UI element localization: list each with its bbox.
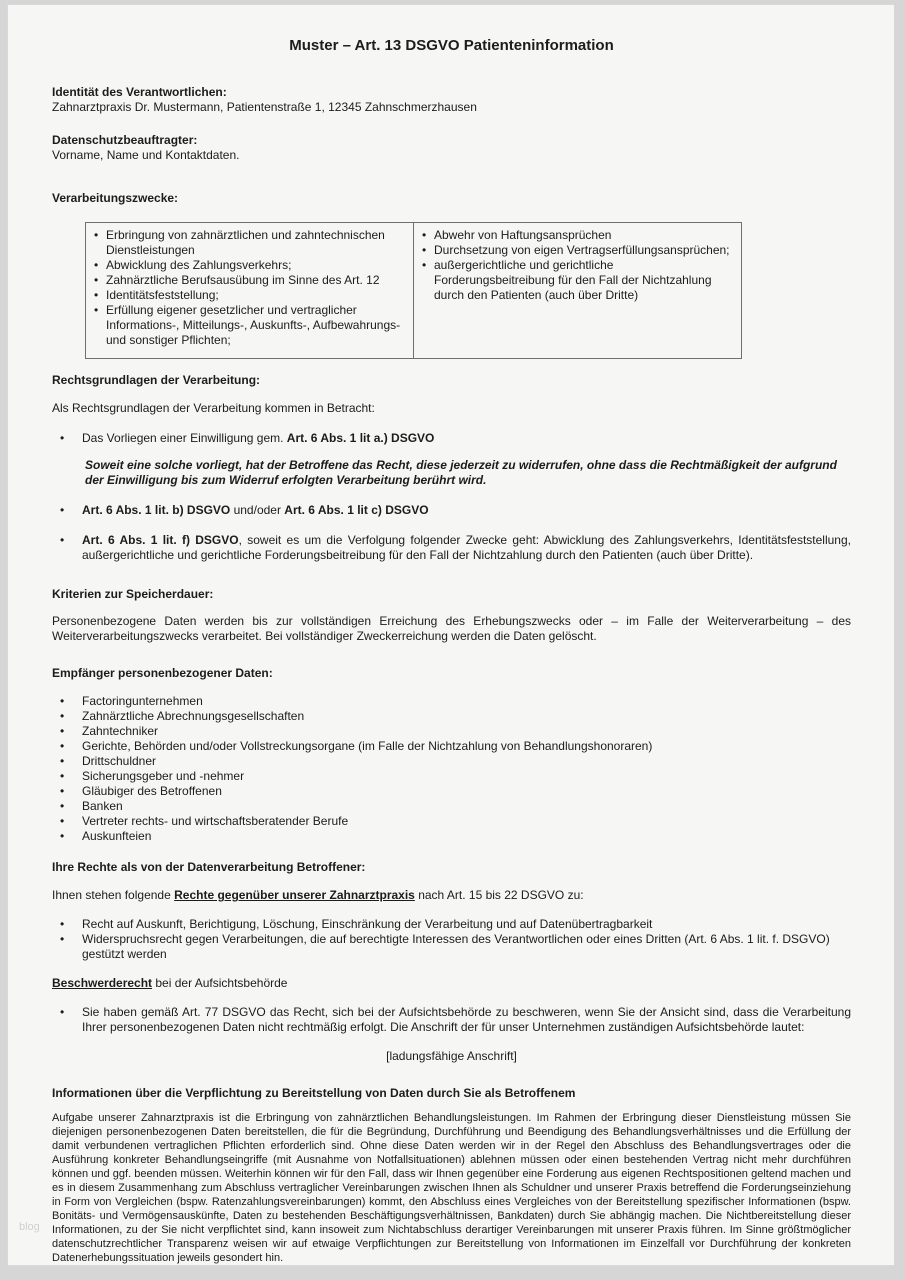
list-item: • Gerichte, Behörden und/oder Vollstreckungsorgane (im Falle der Nichtzahlung von Behandlungshonoraren) bbox=[52, 739, 851, 754]
dpo-body: Vorname, Name und Kontaktdaten. bbox=[52, 148, 240, 162]
purposes-table bbox=[85, 222, 742, 359]
complaint-bullet-list bbox=[52, 1005, 851, 1035]
list-item: • Recht auf Auskunft, Berichtigung, Löschung, Einschränkung der Verarbeitung und auf Datenübertragbarkeit bbox=[52, 917, 851, 932]
list-item bbox=[52, 503, 851, 518]
list-item: • Durchsetzung von eigen Vertragserfüllungsansprüchen; bbox=[418, 243, 733, 258]
list-item: • Vertreter rechts- und wirtschaftsberatender Berufe bbox=[52, 814, 851, 829]
rights-intro bbox=[52, 888, 851, 903]
list-item bbox=[52, 431, 851, 446]
recipients-heading: Empfänger personenbezogener Daten: bbox=[52, 666, 273, 680]
section-dpo bbox=[52, 133, 851, 163]
document-page bbox=[7, 4, 895, 1266]
rights-list bbox=[52, 917, 851, 962]
list-item: • Auskunfteien bbox=[52, 829, 851, 844]
list-item: • Erbringung von zahnärztlichen und zahntechnischen Dienstleistungen bbox=[90, 228, 405, 258]
list-item: • Abwehr von Haftungsansprüchen bbox=[418, 228, 733, 243]
legal-bullets bbox=[52, 431, 851, 446]
legal-intro: Als Rechtsgrundlagen der Verarbeitung kommen in Betracht: bbox=[52, 401, 375, 415]
purposes-right-cell bbox=[414, 223, 742, 359]
legal-consent-note: Soweit eine solche vorliegt, hat der Betroffene das Recht, diese jederzeit zu widerrufen, ohne dass die Rechtmäßigkeit der aufgrund der Einwilligung bis zum Widerruf erfolgten Verarbeitung berührt wird. bbox=[85, 458, 837, 487]
identity-body: Zahnarztpraxis Dr. Mustermann, Patientenstraße 1, 12345 Zahnschmerzhausen bbox=[52, 100, 477, 114]
purposes-heading: Verarbeitungszwecke: bbox=[52, 191, 179, 205]
legal-b3-rest: , soweit es um die Verfolgung folgender Zwecke geht: Abwicklung des Zahlungsverkehrs, Identitätsfeststellung, außergerichtliche und gerichtliche Forderungsbeitreibung für den Fall der Nichtzahlung durch den Patienten (auch über Dritte). bbox=[82, 533, 851, 562]
list-item: • Drittschuldner bbox=[52, 754, 851, 769]
list-item: • Sicherungsgeber und -nehmer bbox=[52, 769, 851, 784]
obligation-heading: Informationen über die Verpflichtung zu Bereitstellung von Daten durch Sie als Betroffenem bbox=[52, 1086, 576, 1100]
rights-intro-emphasis: Rechte gegenüber unserer Zahnarztpraxis bbox=[174, 888, 415, 902]
list-item: • Gläubiger des Betroffenen bbox=[52, 784, 851, 799]
list-item: • Banken bbox=[52, 799, 851, 814]
legal-heading: Rechtsgrundlagen der Verarbeitung: bbox=[52, 373, 261, 387]
complaint-right-line bbox=[52, 976, 851, 991]
legal-b1-bold: Art. 6 Abs. 1 lit a.) DSGVO bbox=[286, 431, 435, 445]
page-title: Muster – Art. 13 DSGVO Patienteninformation bbox=[289, 37, 614, 54]
document-content bbox=[8, 37, 894, 1265]
rights-heading: Ihre Rechte als von der Datenverarbeitung Betroffener: bbox=[52, 860, 366, 874]
legal-bullets bbox=[52, 503, 851, 563]
rights-intro-pre: Ihnen stehen folgende bbox=[52, 888, 175, 902]
authority-address-placeholder: [ladungsfähige Anschrift] bbox=[386, 1049, 517, 1063]
complaint-emphasis: Beschwerderecht bbox=[52, 976, 153, 990]
legal-b2-bold1: Art. 6 Abs. 1 lit. b) DSGVO bbox=[82, 503, 231, 517]
list-item bbox=[52, 533, 851, 563]
complaint-rest: bei der Aufsichtsbehörde bbox=[152, 976, 288, 990]
legal-b2-bold2: Art. 6 Abs. 1 lit c) DSGVO bbox=[284, 503, 429, 517]
purposes-left-list bbox=[90, 228, 405, 348]
watermark-text: blog bbox=[19, 1221, 40, 1233]
list-item: • außergerichtliche und gerichtliche Forderungsbeitreibung für den Fall der Nichtzahlung durch den Patienten (auch über Dritte) bbox=[418, 258, 733, 303]
table-row bbox=[86, 223, 742, 359]
rights-intro-post: nach Art. 15 bis 22 DSGVO zu: bbox=[414, 888, 584, 902]
list-item: • Erfüllung eigener gesetzlicher und vertraglicher Informations-, Mitteilungs-, Auskunfts-, Aufbewahrungs- und sonstiger Pflichten; bbox=[90, 303, 405, 348]
obligation-body: Aufgabe unserer Zahnarztpraxis ist die Erbringung von zahnärztlichen Behandlungsleistungen. Im Rahmen der Erbringung dieser Dienstleistung müssen Sie diejenigen personenbezogenen Daten bereitstellen, die für die Begründung, Durchführung und Beendigung des Behandlungsverhältnisses und die Erfüllung der damit verbundenen vertraglichen Pflichten erforderlich sind. Ohne diese Daten werden wir in der Regel den Abschluss des Behandlungsvertrages oder die Ausführung konkreter Behandlungseingriffe (mit Ausnahme von Notfallsituationen) ablehnen müssen oder einen bestehenden Vertrag nicht mehr durchführen können und ggf. beenden müssen. Weiterhin können wir für den Fall, dass wir Ihnen gegenüber eine Forderung aus eigenen Rechtspositionen geltend machen und es in diesem Zusammenhang zum Abschluss vertraglicher Vereinbarungen zwischen Ihnen als Schuldner und unserer Praxis betreffend die Forderungseinziehung in Form von Vergleichen (bspw. Ratenzahlungsvereinbarungen) kommt, den Abschluss eines Vergleiches von der Bereitstellung spezifischer Informationen (bspw. Bonitäts- und Vermögensauskünfte, Daten zu bestehenden Beschäftigungsverhältnissen, Bankdaten) durch Sie abhängig machen. Die Nichtbereitstellung dieser Informationen, zu der Sie nicht verpflichtet sind, kann insoweit zum Nichtabschluss derartiger Vereinbarungen mit unserer Praxis führen. Im Sinne größtmöglicher datenschutzrechtlicher Transparenz weisen wir auf etwaige Verpflichtungen zur Bereitstellung von Informationen im Einzelfall vor Durchführung der konkreten Datenerhebungssituation jeweils gesondert hin. bbox=[52, 1112, 851, 1264]
legal-b1-pre: Das Vorliegen einer Einwilligung gem. bbox=[82, 431, 287, 445]
section-identity bbox=[52, 85, 851, 115]
retention-body: Personenbezogene Daten werden bis zur vollständigen Erreichung des Erhebungszwecks oder – im Falle der Weiterverarbeitung – des Weiterverarbeitungszwecks verarbeitet. Bei vollständiger Zweckerreichung werden die Daten gelöscht. bbox=[52, 614, 851, 643]
legal-b2-mid: und/oder bbox=[230, 503, 285, 517]
retention-heading: Kriterien zur Speicherdauer: bbox=[52, 587, 214, 601]
list-item: • Zahntechniker bbox=[52, 724, 851, 739]
list-item: • Factoringunternehmen bbox=[52, 694, 851, 709]
legal-b3-bold: Art. 6 Abs. 1 lit. f) DSGVO bbox=[82, 533, 239, 547]
identity-heading: Identität des Verantwortlichen: bbox=[52, 85, 227, 99]
list-item: • Widerspruchsrecht gegen Verarbeitungen, die auf berechtigte Interessen des Verantwortlichen oder eines Dritten (Art. 6 Abs. 1 lit. f. DSGVO) gestützt werden bbox=[52, 932, 851, 962]
recipients-list bbox=[52, 694, 851, 844]
list-item: • Zahnärztliche Berufsausübung im Sinne des Art. 12 bbox=[90, 273, 405, 288]
purposes-left-cell bbox=[86, 223, 414, 359]
dpo-heading: Datenschutzbeauftragter: bbox=[52, 133, 198, 147]
list-item: • Identitätsfeststellung; bbox=[90, 288, 405, 303]
list-item: • Abwicklung des Zahlungsverkehrs; bbox=[90, 258, 405, 273]
list-item: • Sie haben gemäß Art. 77 DSGVO das Recht, sich bei der Aufsichtsbehörde zu beschweren, wenn Sie der Ansicht sind, dass die Verarbeitung Ihrer personenbezogenen Daten nicht rechtmäßig erfolgt. Die Anschrift der für unser Unternehmen zuständigen Aufsichtsbehörde lautet: bbox=[52, 1005, 851, 1035]
purposes-right-list bbox=[418, 228, 733, 303]
list-item: • Zahnärztliche Abrechnungsgesellschaften bbox=[52, 709, 851, 724]
